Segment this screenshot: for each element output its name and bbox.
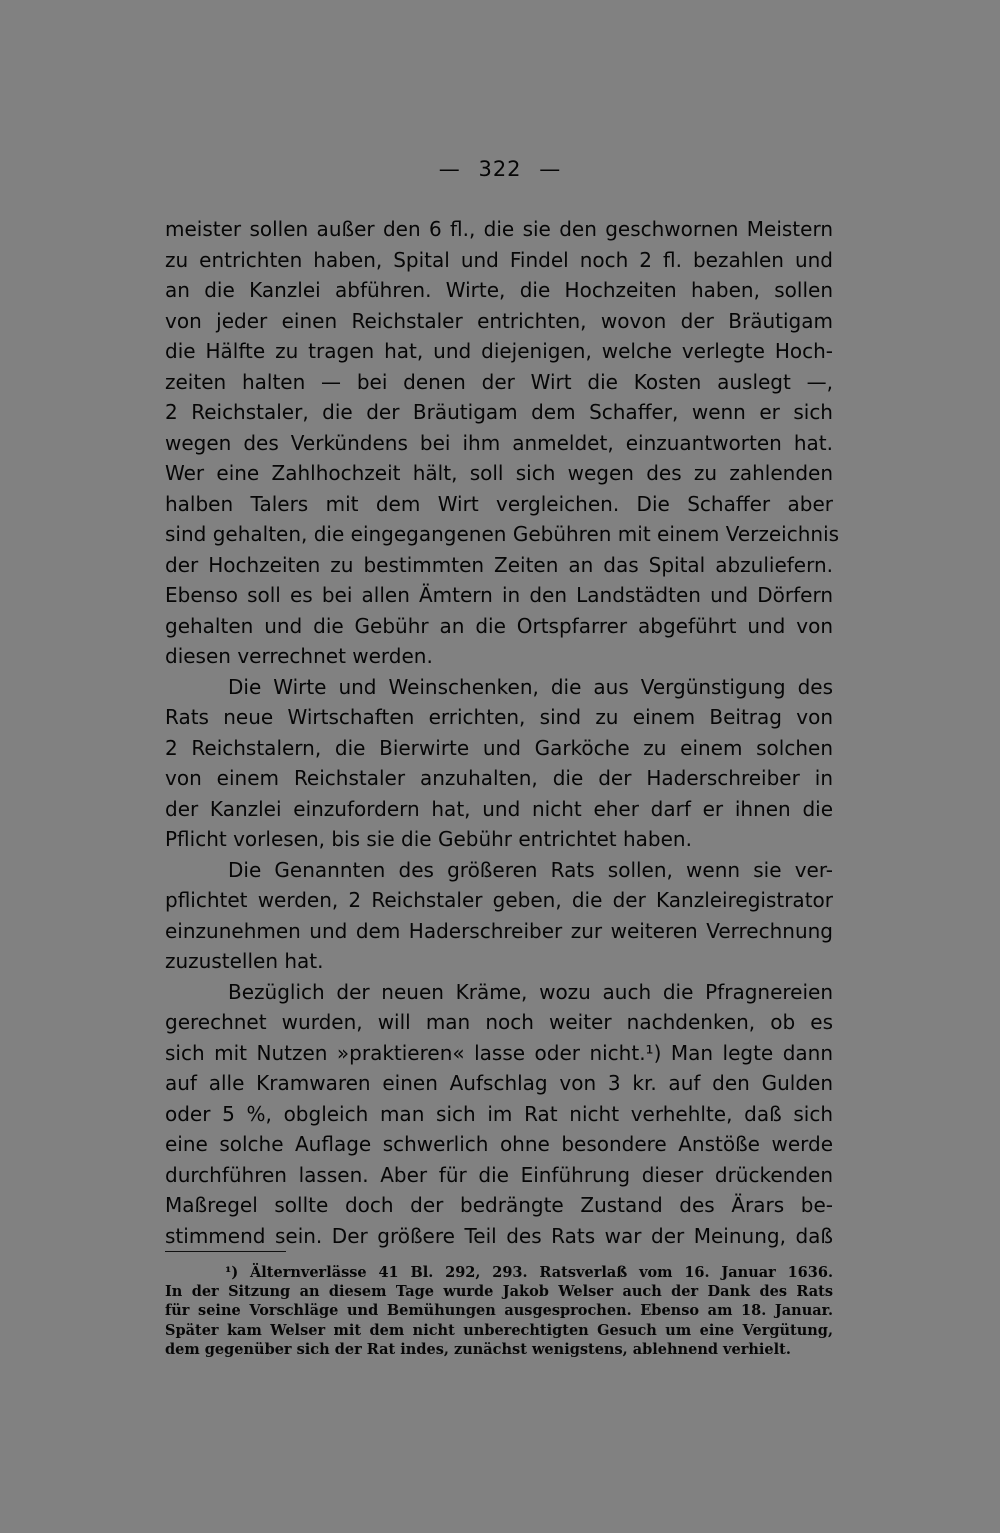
text-line: Die Genannten des größeren Rats sollen, wenn sie ver-: [228, 857, 833, 882]
text-line: die Hälfte zu tragen hat, und diejenigen, welche verlegte Hoch-: [165, 339, 833, 363]
text-line: 2 Reichstaler, die der Bräutigam dem Schaffer, wenn er sich: [165, 400, 833, 424]
text-line: halben Talers mit dem Wirt vergleichen. Die Schaffer aber: [165, 491, 833, 516]
text-line: an die Kanzlei abführen. Wirte, die Hochzeiten haben, sollen: [165, 278, 833, 302]
text-line: sind gehalten, die eingegangenen Gebühren mit einem Verzeichnis: [165, 522, 840, 546]
footnote-line: ¹) Älternverlässe 41 Bl. 292, 293. Ratsverlaß vom 16. Januar 1636.: [225, 1264, 833, 1281]
text-line: gehalten und die Gebühr an die Ortspfarrer abgeführt und von: [165, 613, 833, 638]
text-line: zu entrichten haben, Spital und Findel noch 2 fl. bezahlen und: [165, 247, 833, 272]
text-line: eine solche Auflage schwerlich ohne besondere Anstöße werde: [165, 1132, 833, 1156]
text-line: Wer eine Zahlhochzeit hält, soll sich wegen des zu zahlenden: [165, 461, 833, 485]
text-line: 2 Reichstalern, die Bierwirte und Garköche zu einem solchen: [165, 735, 833, 760]
text-line: durchführen lassen. Aber für die Einführung dieser drückenden: [165, 1162, 833, 1187]
text-line: sich mit Nutzen »praktieren« lasse oder nicht.¹) Man legte dann: [165, 1040, 833, 1065]
text-line: oder 5 %, obgleich man sich im Rat nicht verhehlte, daß sich: [165, 1101, 833, 1126]
text-line: Pflicht vorlesen, bis sie die Gebühr entrichtet haben.: [165, 827, 692, 851]
text-line: wegen des Verkündens bei ihm anmeldet, einzuantworten hat.: [165, 430, 833, 455]
footnote-divider: [165, 1251, 286, 1252]
footnote-line: dem gegenüber sich der Rat indes, zunächst wenigstens, ablehnend verhielt.: [165, 1340, 791, 1358]
footnote-line: für seine Vorschläge und Bemühungen ausgesprochen. Ebenso am 18. Januar.: [165, 1302, 833, 1320]
footnote-line: In der Sitzung an diesem Tage wurde Jakob Welser auch der Dank des Rats: [165, 1283, 833, 1301]
text-line: gerechnet wurden, will man noch weiter nachdenken, ob es: [165, 1010, 833, 1034]
text-line: von jeder einen Reichstaler entrichten, wovon der Bräutigam: [165, 308, 833, 333]
text-line: der Hochzeiten zu bestimmten Zeiten an das Spital abzuliefern.: [165, 552, 833, 577]
footnote-line: Später kam Welser mit dem nicht unberechtigten Gesuch um eine Vergütung,: [165, 1321, 833, 1339]
text-line: der Kanzlei einzufordern hat, und nicht eher darf er ihnen die: [165, 796, 833, 821]
text-line: Rats neue Wirtschaften errichten, sind zu einem Beitrag von: [165, 705, 833, 729]
footnotes: [165, 1263, 833, 1359]
text-line: auf alle Kramwaren einen Aufschlag von 3 kr. auf den Gulden: [165, 1071, 833, 1095]
body-text: [165, 214, 840, 1251]
text-line: Maßregel sollte doch der bedrängte Zustand des Ärars be-: [165, 1193, 833, 1217]
text-line: diesen verrechnet werden.: [165, 644, 433, 668]
page-number: — 322 —: [438, 157, 562, 181]
text-line: stimmend sein. Der größere Teil des Rats war der Meinung, daß: [165, 1223, 833, 1248]
text-line: Bezüglich der neuen Kräme, wozu auch die Pfragnereien: [228, 979, 833, 1004]
text-line: meister sollen außer den 6 fl., die sie den geschwornen Meistern: [165, 217, 833, 241]
text-line: Die Wirte und Weinschenken, die aus Vergünstigung des: [228, 674, 833, 699]
text-line: zeiten halten — bei denen der Wirt die Kosten auslegt —,: [165, 369, 833, 394]
text-line: einzunehmen und dem Haderschreiber zur weiteren Verrechnung: [165, 918, 833, 943]
text-line: von einem Reichstaler anzuhalten, die der Haderschreiber in: [165, 766, 833, 790]
text-line: pflichtet werden, 2 Reichstaler geben, die der Kanzleiregistrator: [165, 888, 833, 912]
text-line: Ebenso soll es bei allen Ämtern in den Landstädten und Dörfern: [165, 583, 833, 607]
text-line: zuzustellen hat.: [165, 949, 324, 973]
